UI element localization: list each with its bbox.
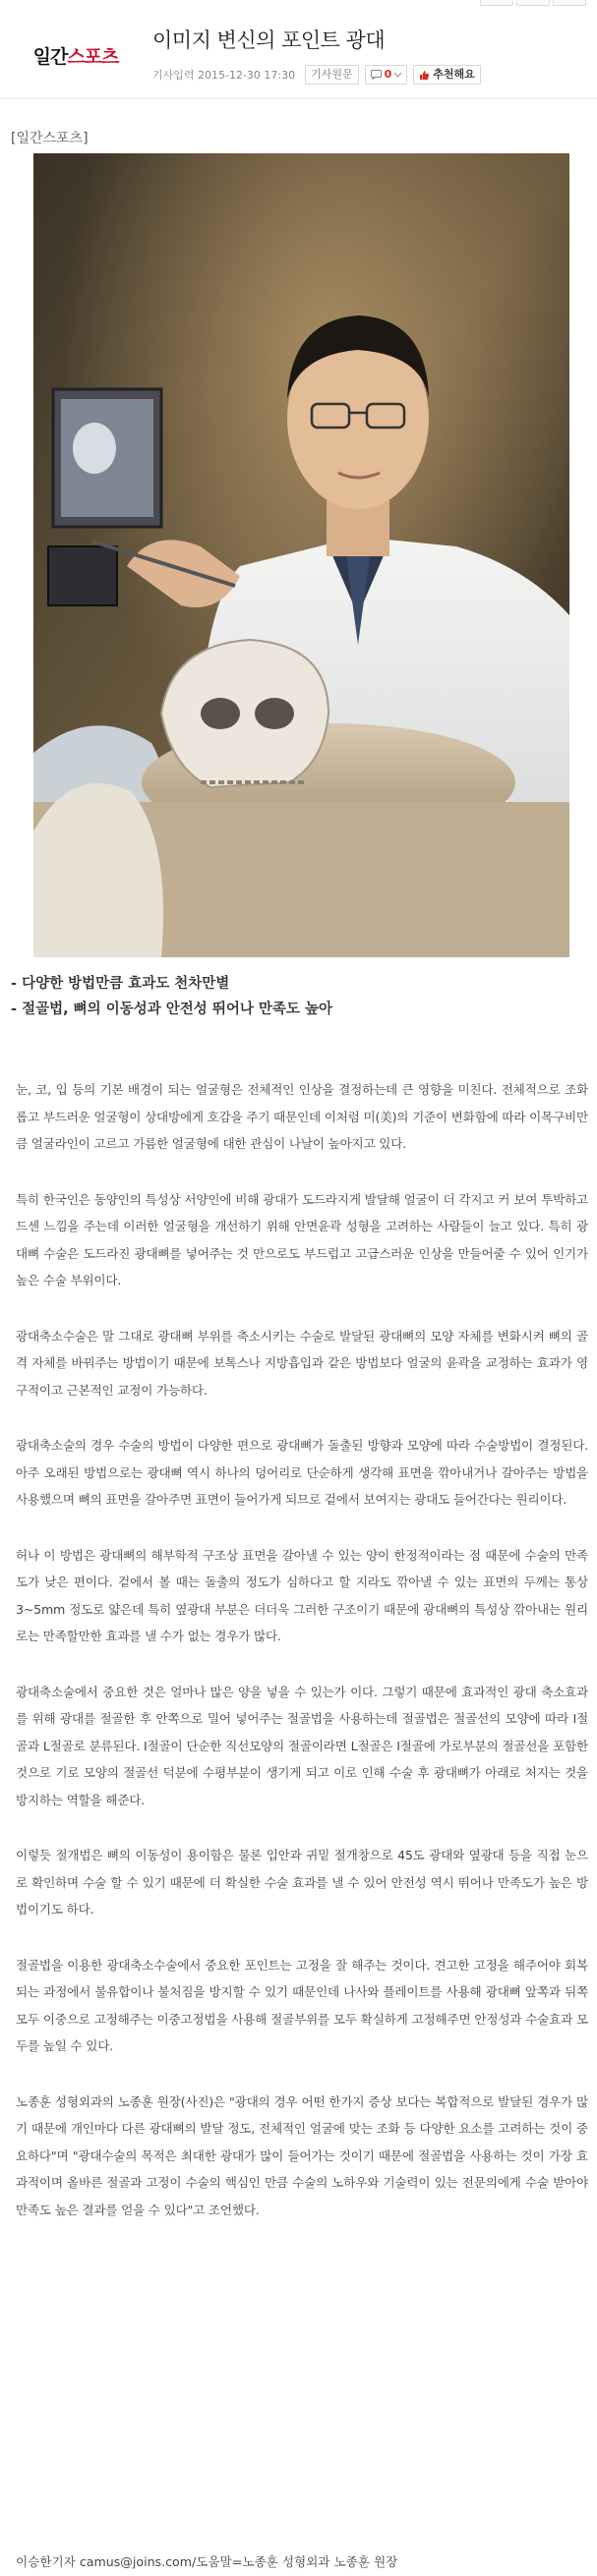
article-header (0, 0, 597, 99)
chevron-down-icon (394, 73, 401, 78)
logo-text: 일간 (32, 45, 68, 68)
original-article-button[interactable] (305, 65, 359, 85)
paragraph: 광대축소수술은 말 그대로 광대뼈 부위를 축소시키는 수술로 발달된 광대뼈의 모양 자체를 변화시켜 뼈의 골격 자체를 바꿔주는 방법이기 때문에 보톡스나 지방흡입과 같은 방법보다 얼굴의 윤곽을 교정하는 효과가 영구적이고 근본적인 교정이 가능하다. (16, 1328, 588, 1398)
publisher-logo[interactable] (28, 40, 124, 70)
publish-date: 기사입력 2015-12-30 17:30 (152, 69, 296, 82)
recommend-button[interactable] (413, 65, 481, 85)
doctor-photo-illustration (33, 153, 569, 957)
top-toolbar (480, 0, 586, 6)
article-body (16, 1076, 588, 2223)
byline: 이승한기자 camus@joins.com/도움말=노종훈 성형외과 노종훈 원장 (16, 2554, 398, 2569)
paragraph: 절골법을 이용한 광대축소수술에서 중요한 포인트는 고정을 잘 해주는 것이다. 견고한 고정을 해주어야 회복되는 과정에서 불유합이나 불처짐을 방지할 수 있기 때문인데 나사와 플레이트를 사용해 광대뼈 앞쪽과 뒤쪽 모두 이중으로 고정해주는 이중고정법을 사용해 절골부위를 모두 확실하게 고정해주면 안정성과 수술효과 모두를 높일 수 있다. (16, 1957, 588, 2053)
paragraph: 광대축소술에서 중요한 것은 얼마나 많은 양을 넣을 수 있는가 이다. 그렇기 때문에 효과적인 광대 축소효과를 위해 광대를 절골한 후 안쪽으로 밀어 넣어주는 절골법을 사용하는데 절골법은 절골선의 모양에 따라 I절골과 L절골로 분류된다. I절골이 단순한 직선모양의 절골이라면 L절골은 I절골에 가로부분의 절골선을 포함한 것으로 기로 모양의 절골선 덕분에 수평부분이 생기게 되고 이로 인해 수술 후 광대뼈가 아래로 처지는 것을 방지하는 역할을 해준다. (16, 1684, 588, 1807)
paragraph: 눈, 코, 입 등의 기본 배경이 되는 얼굴형은 전체적인 인상을 결정하는데 큰 영향을 미친다. 전체적으로 조화롭고 부드러운 얼굴형이 상대방에게 호감을 주기 때문인데 이처럼 미(美)의 기준이 변화함에 따라 이목구비만큼 얼굴라인이 고르고 가름한 얼굴형에 대한 관심이 나날이 높아지고 있다. (16, 1082, 588, 1151)
original-article-label: 기사원문 (311, 68, 353, 81)
comment-button[interactable] (365, 65, 408, 85)
paragraph: 특히 한국인은 동양인의 특성상 서양인에 비해 광대가 도드라지게 발달해 얼굴이 더 각지고 커 보여 투박하고 드센 느낌을 주는데 이러한 얼굴형을 개선하기 위해 안면윤곽 성형을 고려하는 사람들이 늘고 있다. 특히 광대뼈 수술은 도드라진 광대뼈를 넣어주는 것 만으로도 부드럽고 고급스러운 인상을 만들어줄 수 있어 인기가 높은 수술 부위이다. (16, 1191, 588, 1288)
paragraph: 이렇듯 절개법은 뼈의 이동성이 용이함은 물론 입안과 귀밑 절개창으로 45도 광대와 옆광대 등을 직접 눈으로 확인하며 수술 할 수 있기 때문에 더 확실한 수술 효과를 낼 수 있어 안전성 역시 뛰어나 만족도가 높은 방법이기도 하다. (16, 1848, 588, 1917)
toolbar-tab[interactable] (516, 0, 550, 6)
paragraph: 광대축소술의 경우 수술의 방법이 다양한 편으로 광대뼈가 돌출된 방향과 모양에 따라 수술방법이 결정된다. 아주 오래된 방법으로는 광대뼈 역시 하나의 덩어리로 단순하게 생각해 표면을 깎아내거나 갈아주는 방법을 사용했으며 뼈의 표면을 갈아주면 표면이 들어가게 되므로 겉에서 보여지는 광대도 들어간다는 원리이다. (16, 1438, 588, 1507)
summary-bullet: - 절골법, 뼈의 이동성과 안전성 뛰어나 만족도 높아 (11, 1002, 333, 1017)
summary-bullets (11, 971, 586, 1022)
recommend-label: 추천해요 (433, 68, 475, 81)
paragraph: 허나 이 방법은 광대뼈의 해부학적 구조상 표면을 갈아낼 수 있는 양이 한정적이라는 점 때문에 수술의 만족도가 낮은 편이다. 겉에서 볼 때는 돌출의 정도가 심하다고 할 지라도 깎아낼 수 있는 표면의 두께는 통상 3~5mm 정도로 얇은데 특히 옆광대 부분은 더더욱 그러한 구조이기 때문에 광대뼈의 특성상 깎아내는 원리로는 만족할만한 효과를 낼 수가 없는 경우가 많다. (16, 1547, 588, 1643)
toolbar-tab[interactable] (553, 0, 586, 6)
summary-bullet: - 다양한 방법만큼 효과도 천차만별 (11, 976, 230, 992)
paragraph: 노종훈 성형외과의 노종훈 원장(사진)은 "광대의 경우 어떤 한가지 증상 보다는 복합적으로 발달된 경우가 많기 때문에 개인마다 다른 광대뼈의 발달 정도, 전체적인 얼굴에 맞는 조화 등 다양한 요소를 고려하는 것이 중요하다"며 "광대수술의 목적은 최대한 광대가 많이 들어가는 것이기 때문에 절골법을 사용하는 것이 가장 효과적이며 올바른 절골과 고정이 수술의 핵심인 만큼 수술의 노하우와 기술력이 있는 전문의에게 수술 받아야 만족도 높은 결과를 얻을 수 있다"고 조언했다. (16, 2093, 588, 2217)
article-meta (152, 64, 481, 86)
article-title: 이미지 변신의 포인트 광대 (152, 29, 386, 52)
article-photo (33, 153, 569, 957)
photo-caption: [일간스포츠] (11, 131, 89, 146)
thumbs-up-icon (419, 70, 430, 81)
logo-text-sports: 스포츠 (67, 45, 119, 68)
comment-count: 0 (384, 68, 392, 81)
comment-icon (371, 70, 382, 80)
toolbar-tab[interactable] (480, 0, 513, 6)
